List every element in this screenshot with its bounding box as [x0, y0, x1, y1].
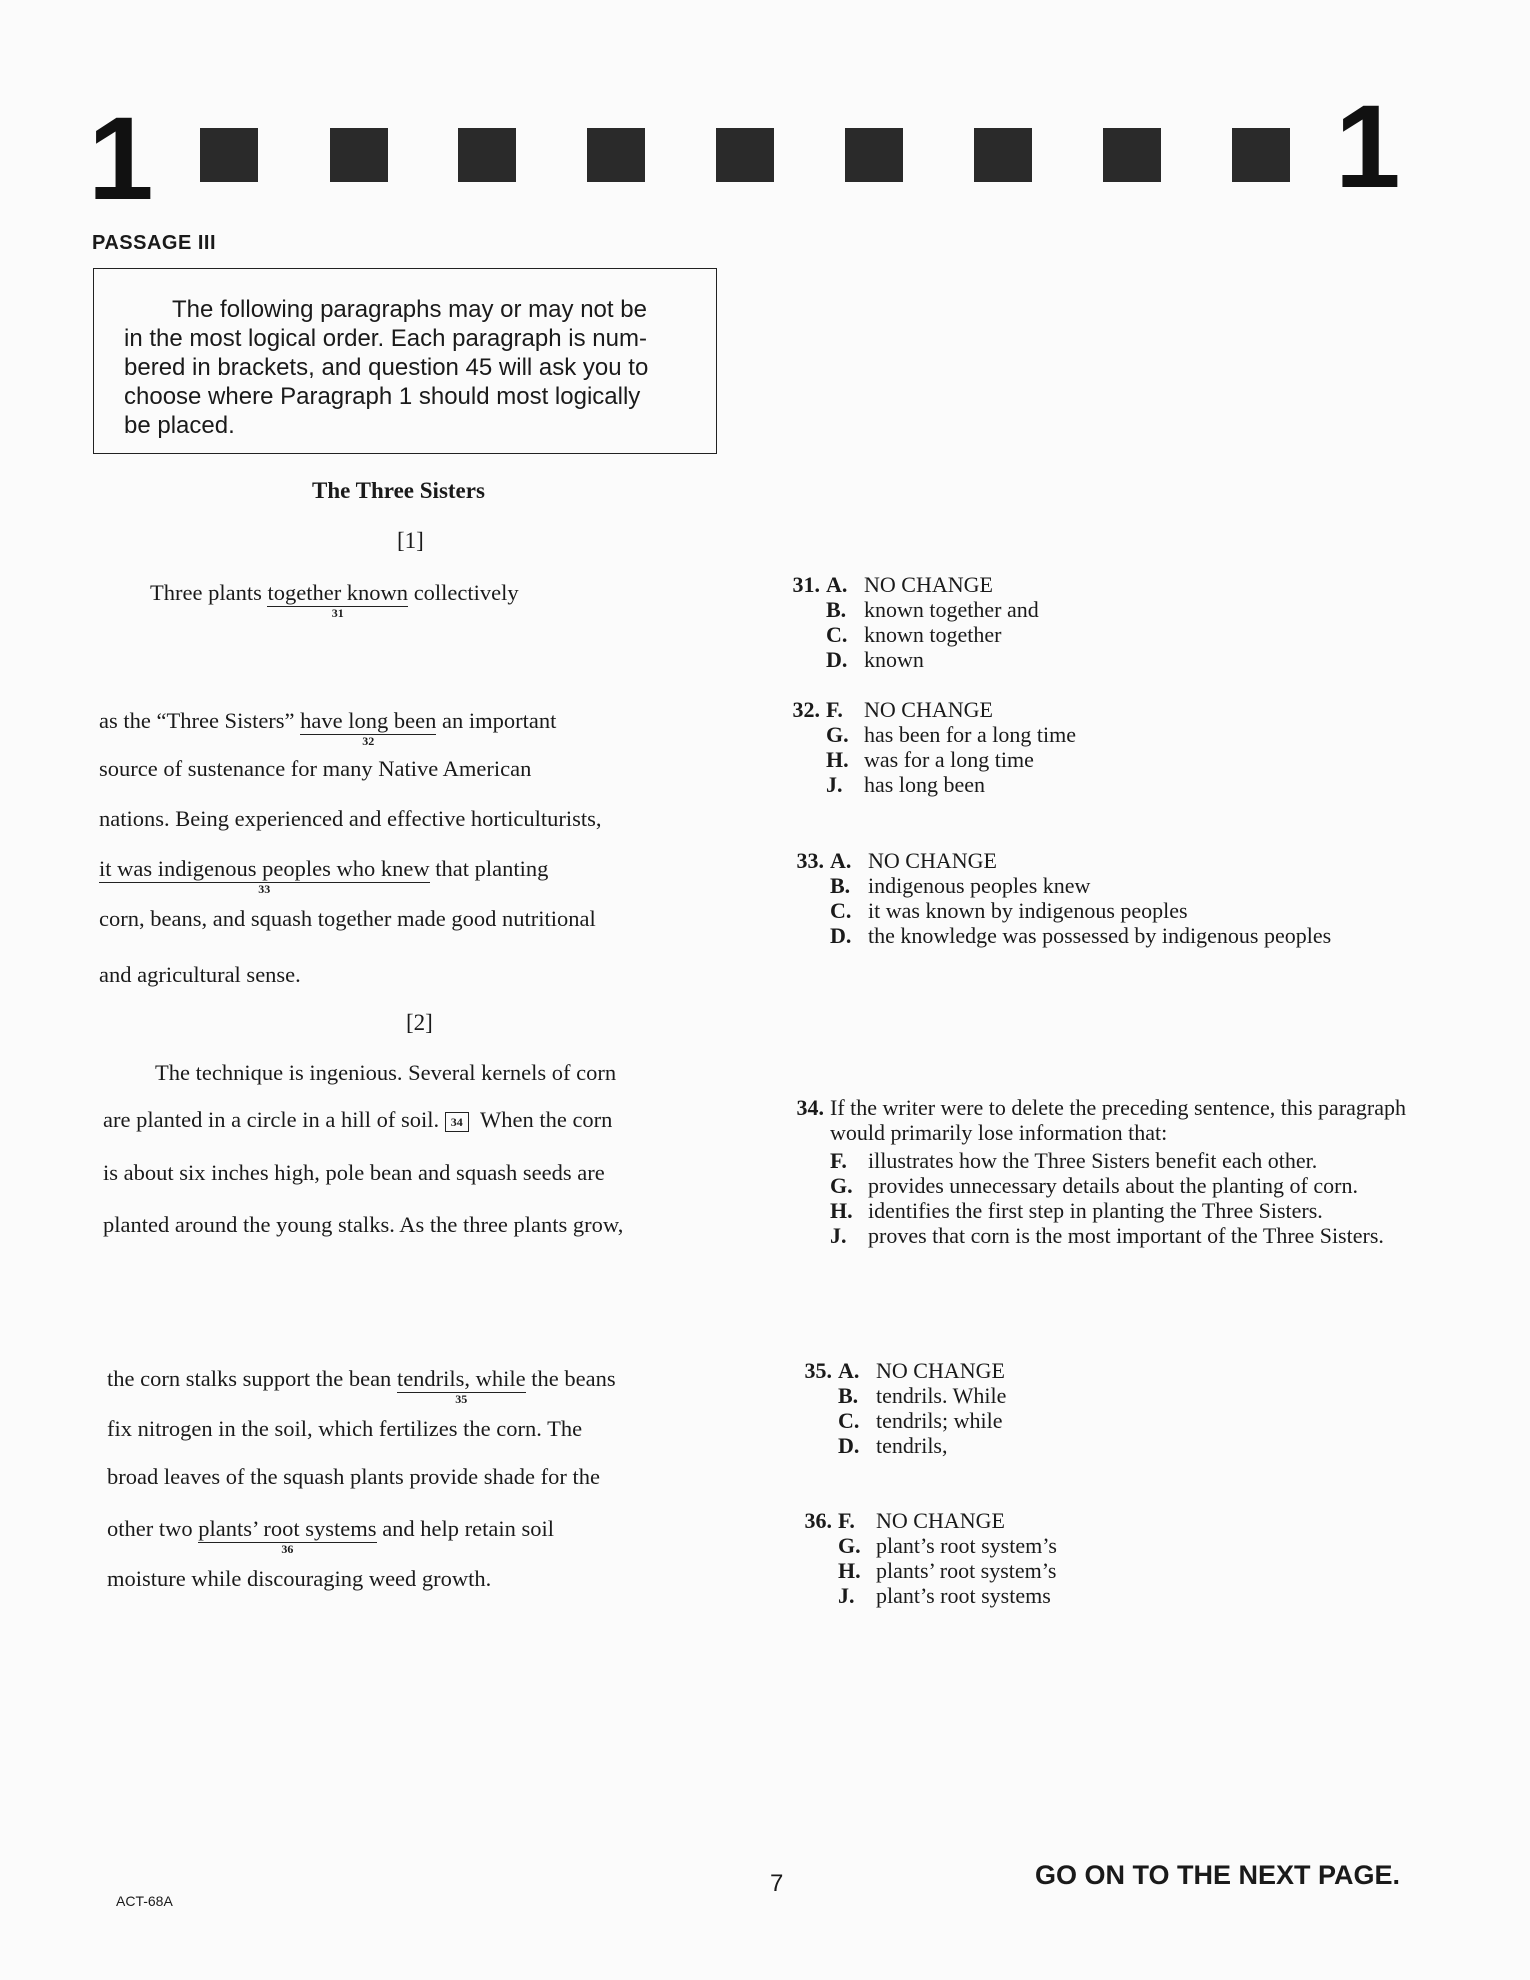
header-square	[845, 128, 903, 182]
question-31: 31. A. NO CHANGE B. known together and C. known together D. known	[792, 572, 1039, 672]
underlined-text-33: it was indigenous peoples who knew 33	[99, 856, 430, 896]
underlined-text-36: plants’ root systems 36	[198, 1516, 377, 1556]
passage-title: The Three Sisters	[312, 478, 485, 503]
answer-choice[interactable]: the knowledge was possessed by indigenous peoples	[868, 923, 1332, 948]
answer-choice[interactable]: proves that corn is the most important of the Three Sisters.	[868, 1223, 1384, 1248]
go-on-notice: GO ON TO THE NEXT PAGE.	[1035, 1860, 1401, 1890]
answer-choice[interactable]: has been for a long time	[864, 722, 1076, 747]
section-number-left: 1	[88, 93, 154, 225]
question-33: 33. A. NO CHANGE B. indigenous peoples knew C. it was known by indigenous peoples D. the knowledge was possessed by indigenous peoples	[782, 848, 1428, 948]
passage-line: The technique is ingenious. Several kernels of corn	[155, 1060, 617, 1085]
header-square	[330, 128, 388, 182]
passage-line: planted around the young stalks. As the three plants grow,	[103, 1212, 624, 1237]
answer-choice[interactable]: NO CHANGE	[864, 697, 993, 722]
answer-choice[interactable]: NO CHANGE	[864, 572, 993, 597]
answer-choice[interactable]: NO CHANGE	[868, 848, 997, 873]
question-35: 35. A. NO CHANGE B. tendrils. While C. tendrils; while D. tendrils,	[804, 1358, 1007, 1458]
passage-line: broad leaves of the squash plants provide shade for the	[107, 1464, 600, 1489]
header-square	[587, 128, 645, 182]
answer-choice[interactable]: illustrates how the Three Sisters benefit each other.	[868, 1148, 1318, 1173]
answer-choice[interactable]: tendrils,	[876, 1433, 948, 1458]
passage-line: fix nitrogen in the soil, which fertilizes the corn. The	[107, 1416, 583, 1441]
passage-line: other two plants’ root systems 36 and help retain soil	[107, 1516, 555, 1556]
answer-choice[interactable]: tendrils; while	[876, 1408, 1003, 1433]
question-stem: If the writer were to delete the preceding sentence, this paragraph would primarily lose information that:	[830, 1095, 1407, 1145]
answer-choice[interactable]: plants’ root system’s	[876, 1558, 1057, 1583]
underlined-text-35: tendrils, while 35	[396, 1366, 526, 1406]
passage-line: nations. Being experienced and effective horticulturists,	[99, 806, 602, 831]
passage-line: as the “Three Sisters” have long been 32 an important	[99, 708, 557, 748]
page-number: 7	[770, 1870, 784, 1897]
answer-choice[interactable]: tendrils. While	[876, 1383, 1007, 1408]
directions-box	[93, 268, 717, 454]
paragraph-marker: [2]	[406, 1010, 433, 1035]
passage-line: the corn stalks support the bean tendrils, while 35 the beans	[107, 1366, 616, 1406]
directions-line: be placed.	[124, 412, 235, 439]
header-square	[458, 128, 516, 182]
answer-choice[interactable]: NO CHANGE	[876, 1508, 1005, 1533]
answer-choice[interactable]: known	[864, 647, 924, 672]
passage-line: it was indigenous peoples who knew 33 that planting	[99, 856, 549, 896]
answer-choice[interactable]: plant’s root systems	[876, 1583, 1051, 1608]
header-square	[974, 128, 1032, 182]
answer-choice[interactable]: has long been	[864, 772, 985, 797]
paragraph-marker: [1]	[397, 528, 424, 553]
directions-line: choose where Paragraph 1 should most logically	[124, 383, 641, 410]
answer-choice[interactable]: provides unnecessary details about the planting of corn.	[868, 1173, 1358, 1198]
header-square	[716, 128, 774, 182]
answer-choice[interactable]: was for a long time	[864, 747, 1034, 772]
question-34: 34. If the writer were to delete the preceding sentence, this paragraph would primarily lose information that: F. illustrates how the Three Sisters benefit each other. G. provides unnecessary details about the planting of corn. H. identifies the first step in planting the Three Sisters. J. proves that corn is the most important of the Three Sisters.	[782, 1095, 1434, 1248]
passage-line: source of sustenance for many Native American	[99, 756, 532, 781]
question-32: 32. F. NO CHANGE G. has been for a long time H. was for a long time J. has long been	[792, 697, 1076, 797]
answer-choice[interactable]: known together	[864, 622, 1002, 647]
passage-line: moisture while discouraging weed growth.	[107, 1566, 492, 1591]
passage-line: Three plants together known 31 collectively	[150, 580, 519, 620]
directions-line: in the most logical order. Each paragraph is num-	[124, 325, 647, 352]
underlined-text-32: have long been 32	[300, 708, 437, 748]
passage-label: PASSAGE III	[92, 232, 217, 254]
passage-line: and agricultural sense.	[99, 962, 301, 987]
directions-line: bered in brackets, and question 45 will ask you to	[124, 354, 649, 381]
form-code: ACT-68A	[116, 1893, 173, 1909]
header-square	[200, 128, 258, 182]
header-square	[1103, 128, 1161, 182]
answer-choice[interactable]: it was known by indigenous peoples	[868, 898, 1188, 923]
answer-choice[interactable]: plant’s root system’s	[876, 1533, 1057, 1558]
header-square	[1232, 128, 1290, 182]
answer-choice[interactable]: identifies the first step in planting the Three Sisters.	[868, 1198, 1323, 1223]
answer-choice[interactable]: indigenous peoples knew	[868, 873, 1091, 898]
underlined-text-31: together known 31	[267, 580, 409, 620]
passage-line: is about six inches high, pole bean and squash seeds are	[103, 1160, 605, 1185]
answer-choice[interactable]: known together and	[864, 597, 1039, 622]
section-number-right: 1	[1335, 81, 1401, 213]
question-box-34: 34	[445, 1112, 469, 1132]
passage-line: are planted in a circle in a hill of soil. 34 When the corn	[103, 1107, 613, 1132]
answer-choice[interactable]: NO CHANGE	[876, 1358, 1005, 1383]
passage-line: corn, beans, and squash together made good nutritional	[99, 906, 596, 931]
directions-line: The following paragraphs may or may not be	[172, 296, 647, 323]
question-36: 36. F. NO CHANGE G. plant’s root system’s H. plants’ root system’s J. plant’s root systems	[804, 1508, 1057, 1608]
